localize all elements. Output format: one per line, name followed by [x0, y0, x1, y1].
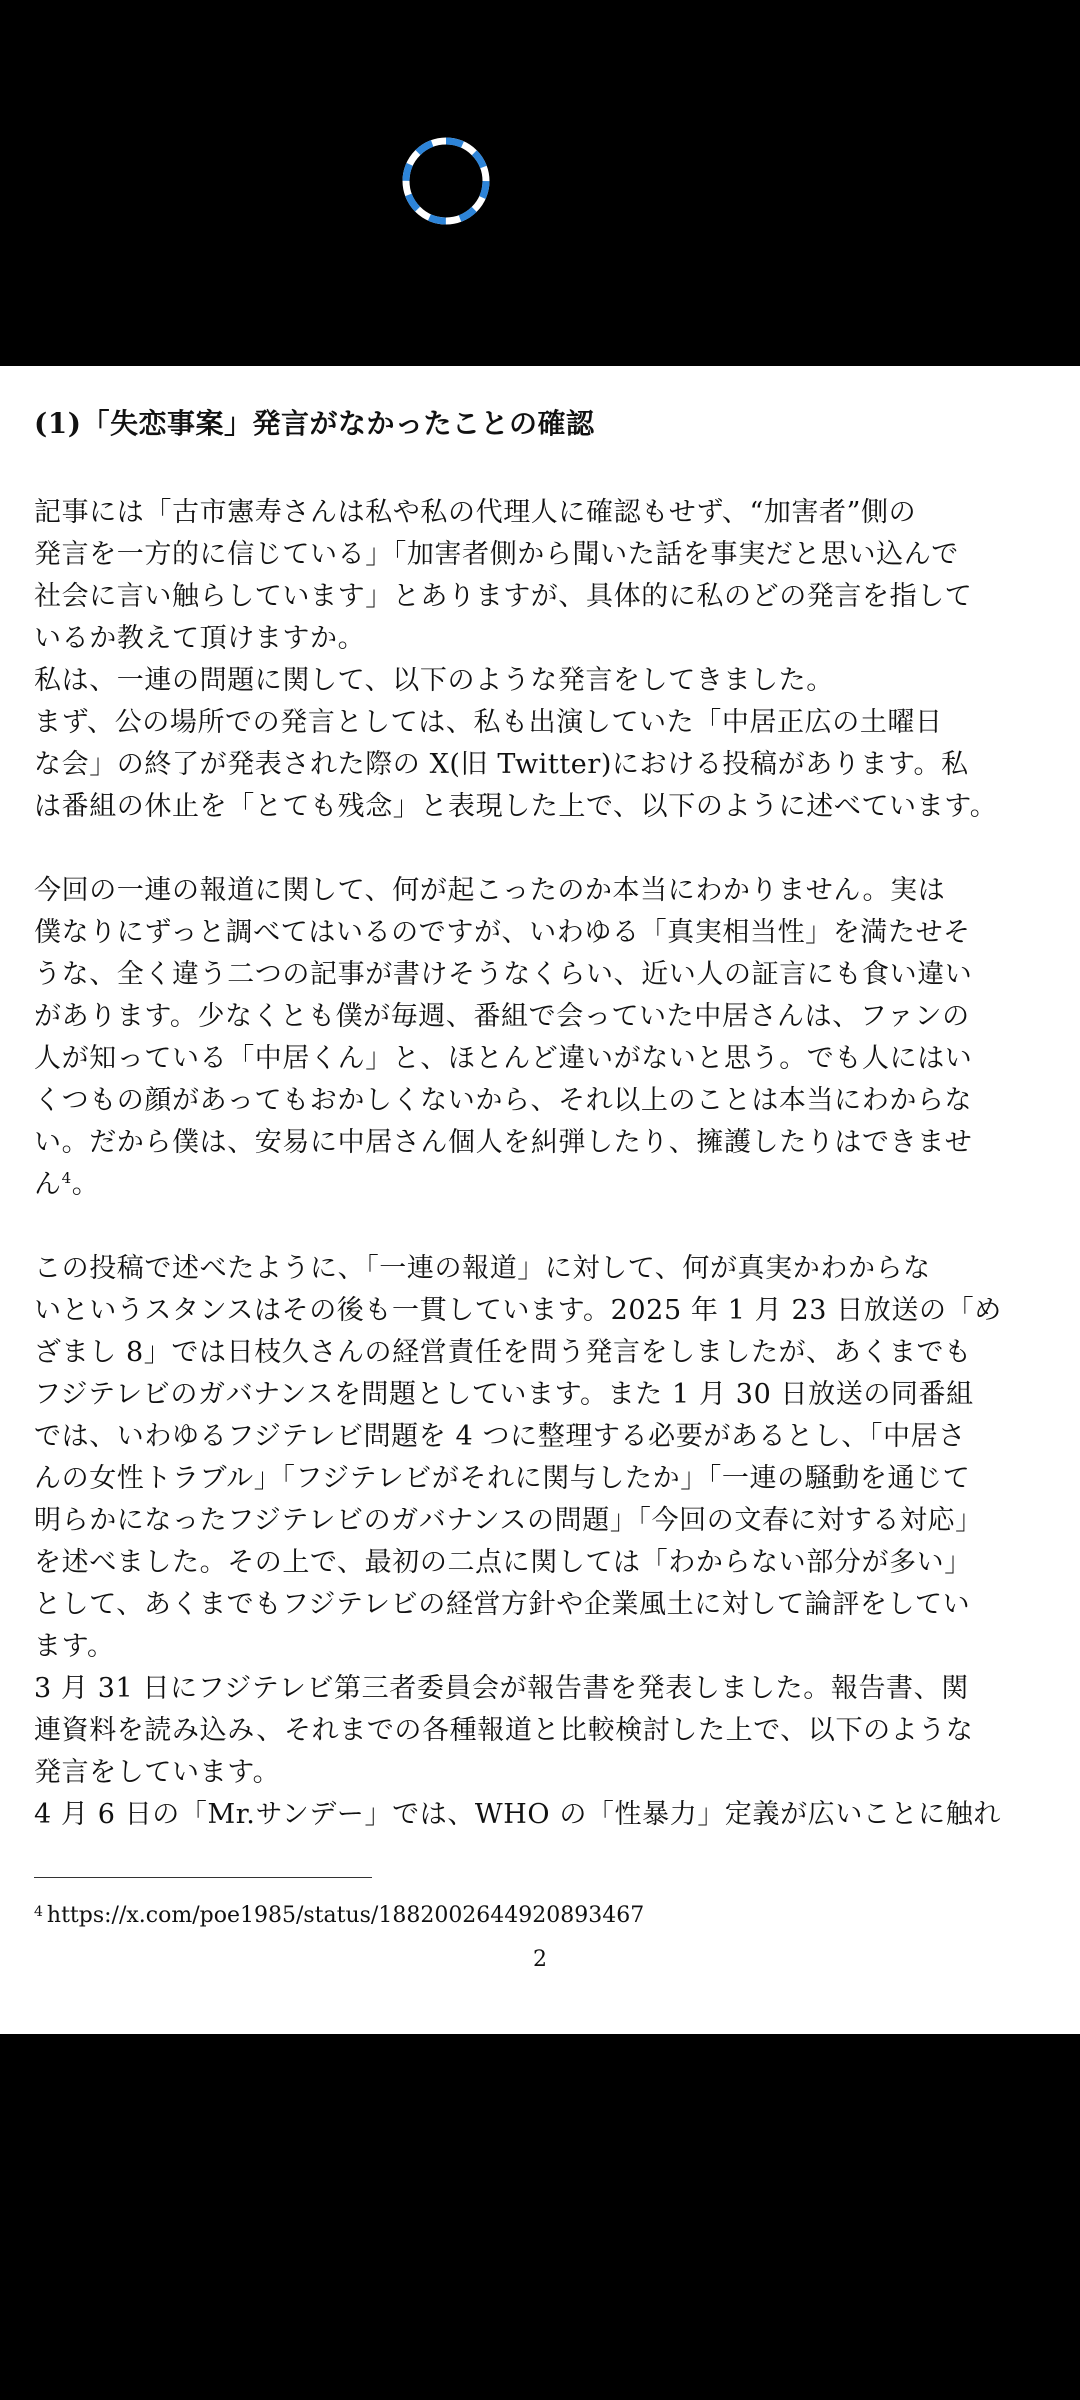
text-line: として、あくまでもフジテレビの経営方針や企業風土に対して論評をしてい [34, 1589, 971, 1620]
text-line: 発言をしています。 [34, 1757, 281, 1788]
text-line: この投稿で述べたように、「一連の報道」に対して、何が真実かわからな [34, 1253, 931, 1284]
text-line: は番組の休止を「とても残念」と表現した上で、以下のように述べています。 [34, 791, 998, 822]
text-line: ざまし 8」では日枝久さんの経営責任を問う発言をしましたが、あくまでも [34, 1337, 972, 1368]
text-line: いるか教えて頂けますか。 [34, 623, 366, 654]
text-line-content: ん [34, 1169, 62, 1200]
footnote [34, 1903, 644, 1928]
footnote-divider [34, 1877, 372, 1878]
text-line: いというスタンスはその後も一貫しています。2025 年 1 月 23 日放送の「め [34, 1295, 1002, 1326]
footnote-number: 4 [34, 1904, 43, 1920]
sentence-end: 。 [71, 1169, 100, 1200]
text-line: があります。少なくとも僕が毎週、番組で会っていた中居さんは、ファンの [34, 1001, 970, 1032]
footnote-link[interactable]: https://x.com/poe1985/status/1882002644920893467 [46, 1903, 645, 1928]
text-line: まず、公の場所での発言としては、私も出演していた「中居正広の土曜日 [34, 707, 943, 738]
text-line: 私は、一連の問題に関して、以下のような発言をしてきました。 [34, 665, 834, 696]
text-line [34, 1162, 99, 1201]
text-line: 社会に言い触らしています」とありますが、具体的に私のどの発言を指して [34, 581, 973, 612]
loading-spinner-icon [401, 136, 491, 226]
document-page [0, 366, 1080, 2034]
text-line: な会」の終了が発表された際の X(旧 Twitter)における投稿があります。私 [34, 749, 969, 780]
text-line: 3 月 31 日にフジテレビ第三者委員会が報告書を発表しました。報告書、関 [34, 1673, 969, 1704]
text-line: フジテレビのガバナンスを問題としています。また 1 月 30 日放送の同番組 [34, 1379, 974, 1410]
text-line: 今回の一連の報道に関して、何が起こったのか本当にわかりません。実は [34, 875, 946, 906]
text-line: 記事には「古市憲寿さんは私や私の代理人に確認もせず、“加害者”側の [34, 497, 917, 528]
text-line: 発言を一方的に信じている」「加害者側から聞いた話を事実だと思い込んで [34, 539, 959, 570]
text-line: 連資料を読み込み、それまでの各種報道と比較検討した上で、以下のような [34, 1715, 974, 1746]
text-line: 人が知っている「中居くん」と、ほとんど違いがないと思う。でも人にはい [34, 1043, 973, 1074]
text-line: では、いわゆるフジテレビ問題を 4 つに整理する必要があるとし、「中居さ [34, 1421, 966, 1452]
text-line: 明らかになったフジテレビのガバナンスの問題」「今回の文春に対する対応」 [34, 1505, 983, 1536]
text-line: ます。 [34, 1631, 115, 1662]
text-line: んの女性トラブル」「フジテレビがそれに関与したか」「一連の騒動を通じて [34, 1463, 971, 1494]
text-line: い。だから僕は、安易に中居さん個人を糾弾したり、擁護したりはできませ [34, 1127, 973, 1158]
page-number: 2 [533, 1947, 547, 1972]
text-line: 4 月 6 日の「Mr.サンデー」では、WHO の「性暴力」定義が広いことに触れ [34, 1799, 1001, 1830]
text-line: くつもの顔があってもおかしくないから、それ以上のことは本当にわからな [34, 1085, 973, 1116]
section-heading: (1)「失恋事案」発言がなかったことの確認 [34, 407, 595, 440]
text-line: うな、全く違う二つの記事が書けそうなくらい、近い人の証言にも食い違い [34, 959, 973, 990]
footnote-marker: 4 [61, 1169, 72, 1187]
text-line: 僕なりにずっと調べてはいるのですが、いわゆる「真実相当性」を満たせそ [34, 917, 971, 948]
text-line: を述べました。その上で、最初の二点に関しては「わからない部分が多い」 [34, 1547, 972, 1578]
